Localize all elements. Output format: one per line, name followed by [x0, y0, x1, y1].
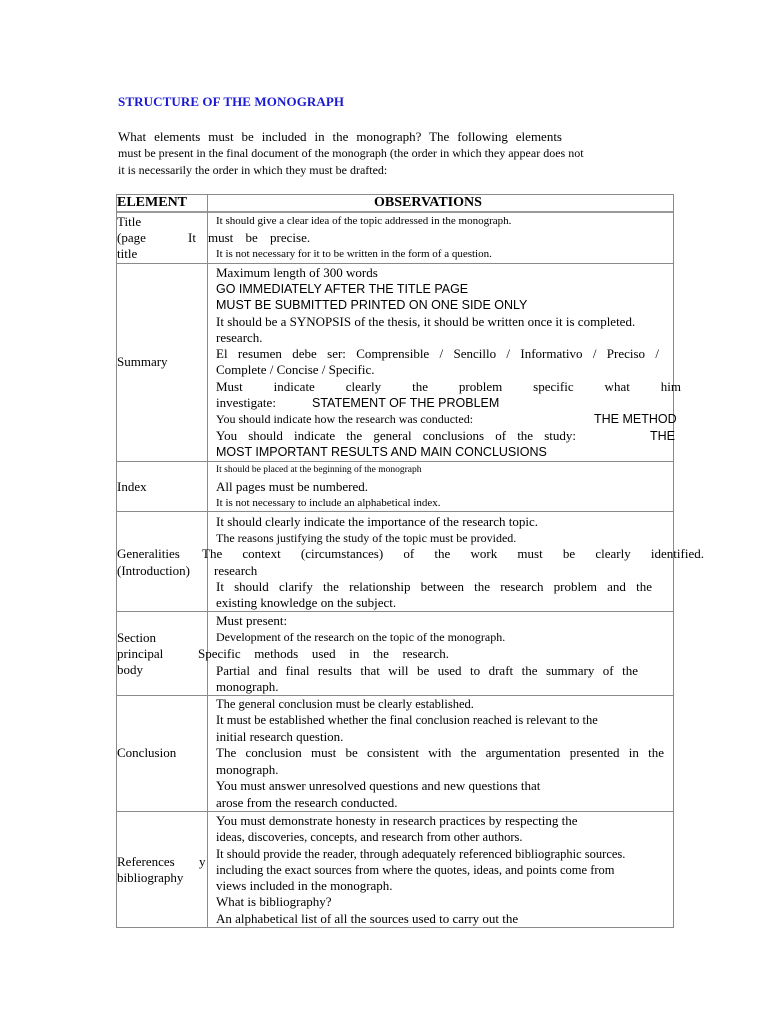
table-border-bottom — [116, 927, 674, 928]
observation-text: It should be a SYNOPSIS of the thesis, it should be written once it is completed. — [216, 314, 636, 329]
element-cell: Conclusion — [117, 745, 177, 760]
observation-text: MUST BE SUBMITTED PRINTED ON ONE SIDE ONLY — [216, 298, 528, 312]
observation-text: Must present: — [216, 613, 288, 628]
observation-text: Partial and final results that will be used to draft the summary of the — [216, 663, 638, 678]
observation-text: It must be established whether the final conclusion reached is relevant to the — [216, 713, 598, 727]
observation-text: Maximum length of 300 words — [216, 265, 378, 280]
element-cell: principal — [117, 646, 164, 661]
document-heading: STRUCTURE OF THE MONOGRAPH — [118, 94, 345, 109]
observation-text: monograph. — [216, 679, 279, 694]
observation-text: ideas, discoveries, concepts, and research from other authors. — [216, 830, 523, 844]
observation-text: MOST IMPORTANT RESULTS AND MAIN CONCLUSIONS — [216, 445, 547, 459]
observation-text: Specific methods used in the research. — [198, 646, 449, 661]
element-cell: Summary — [117, 354, 168, 369]
observation-text: including the exact sources from where the quotes, ideas, and points come from — [216, 863, 615, 877]
observation-text: What is bibliography? — [216, 894, 332, 909]
observation-text: You should indicate how the research was conducted: — [216, 412, 474, 426]
row-divider — [116, 811, 674, 812]
observation-text: investigate: — [216, 395, 276, 410]
element-cell: y — [199, 854, 206, 869]
observation-text: initial research question. — [216, 729, 344, 744]
observation-text: It is not necessary for it to be written in the form of a question. — [216, 248, 492, 260]
observation-text: The reasons justifying the study of the topic must be provided. — [216, 531, 517, 545]
observation-text: You should indicate the general conclusions of the study: — [216, 428, 576, 443]
observation-text: must be precise. — [208, 230, 311, 245]
observation-text: It should be placed at the beginning of the monograph — [216, 465, 422, 475]
row-divider — [116, 611, 674, 612]
observation-text: You must answer unresolved questions and new questions that — [216, 778, 541, 793]
element-cell: Generalities — [117, 546, 180, 561]
element-cell: References — [117, 854, 175, 869]
observation-text: GO IMMEDIATELY AFTER THE TITLE PAGE — [216, 282, 469, 296]
observation-text: It should clearly indicate the importance of the research topic. — [216, 514, 538, 529]
intro-line-3: it is necessarily the order in which they must be drafted: — [118, 163, 388, 177]
observation-text: existing knowledge on the subject. — [216, 595, 397, 610]
observation-text: All pages must be numbered. — [216, 479, 368, 494]
observation-text: An alphabetical list of all the sources used to carry out the — [216, 911, 519, 926]
observation-text: STATEMENT OF THE PROBLEM — [312, 396, 500, 410]
observation-text: research. — [216, 330, 263, 345]
observation-text: You must demonstrate honesty in research practices by respecting the — [216, 813, 578, 828]
observation-text: Development of the research on the topic of the monograph. — [216, 630, 506, 644]
element-cell: Index — [117, 479, 147, 494]
observation-text: It is not necessary to include an alphabetical index. — [216, 497, 441, 509]
observation-text: The conclusion must be consistent with the argumentation presented in the — [216, 745, 664, 760]
element-cell: bibliography — [117, 870, 184, 885]
observation-text: El resumen debe ser: Comprensible / Sencillo / Informativo / Preciso / — [216, 346, 659, 361]
element-cell: body — [117, 662, 143, 677]
header-observations: OBSERVATIONS — [374, 195, 482, 210]
intro-paragraph — [118, 128, 658, 179]
observation-text: views included in the monograph. — [216, 878, 393, 893]
observation-text: It should give a clear idea of the topic addressed in the monograph. — [216, 215, 512, 227]
row-divider — [116, 263, 674, 264]
element-cell: title — [117, 246, 138, 261]
element-cell: (Introduction) — [117, 563, 190, 578]
observation-text: arose from the research conducted. — [216, 795, 398, 810]
intro-line-1: What elements must be included in the monograph? The following elements — [118, 129, 562, 144]
observation-text: The general conclusion must be clearly established. — [216, 697, 474, 711]
observation-text: Complete / Concise / Specific. — [216, 362, 375, 377]
observation-text: It should clarify the relationship between the research problem and the — [216, 579, 652, 594]
element-cell: Title — [117, 214, 142, 229]
header-element: ELEMENT — [117, 195, 188, 210]
observation-text: The context (circumstances) of the work must be clearly identified. — [202, 546, 704, 561]
observation-text: THE METHOD — [594, 412, 677, 426]
observation-text: THE — [650, 429, 675, 443]
observation-text: It should provide the reader, through adequately referenced bibliographic sources. — [216, 847, 626, 861]
element-cell: (page — [117, 230, 146, 245]
observation-text: Must indicate clearly the problem specific what him — [216, 379, 681, 394]
row-divider — [116, 511, 674, 512]
intro-line-2: must be present in the final document of the monograph (the order in which they appear does not — [118, 146, 584, 160]
observation-text: monograph. — [216, 762, 279, 777]
observation-text: research — [214, 563, 258, 578]
element-cell: Section — [117, 630, 156, 645]
element-cell: It — [188, 230, 196, 245]
